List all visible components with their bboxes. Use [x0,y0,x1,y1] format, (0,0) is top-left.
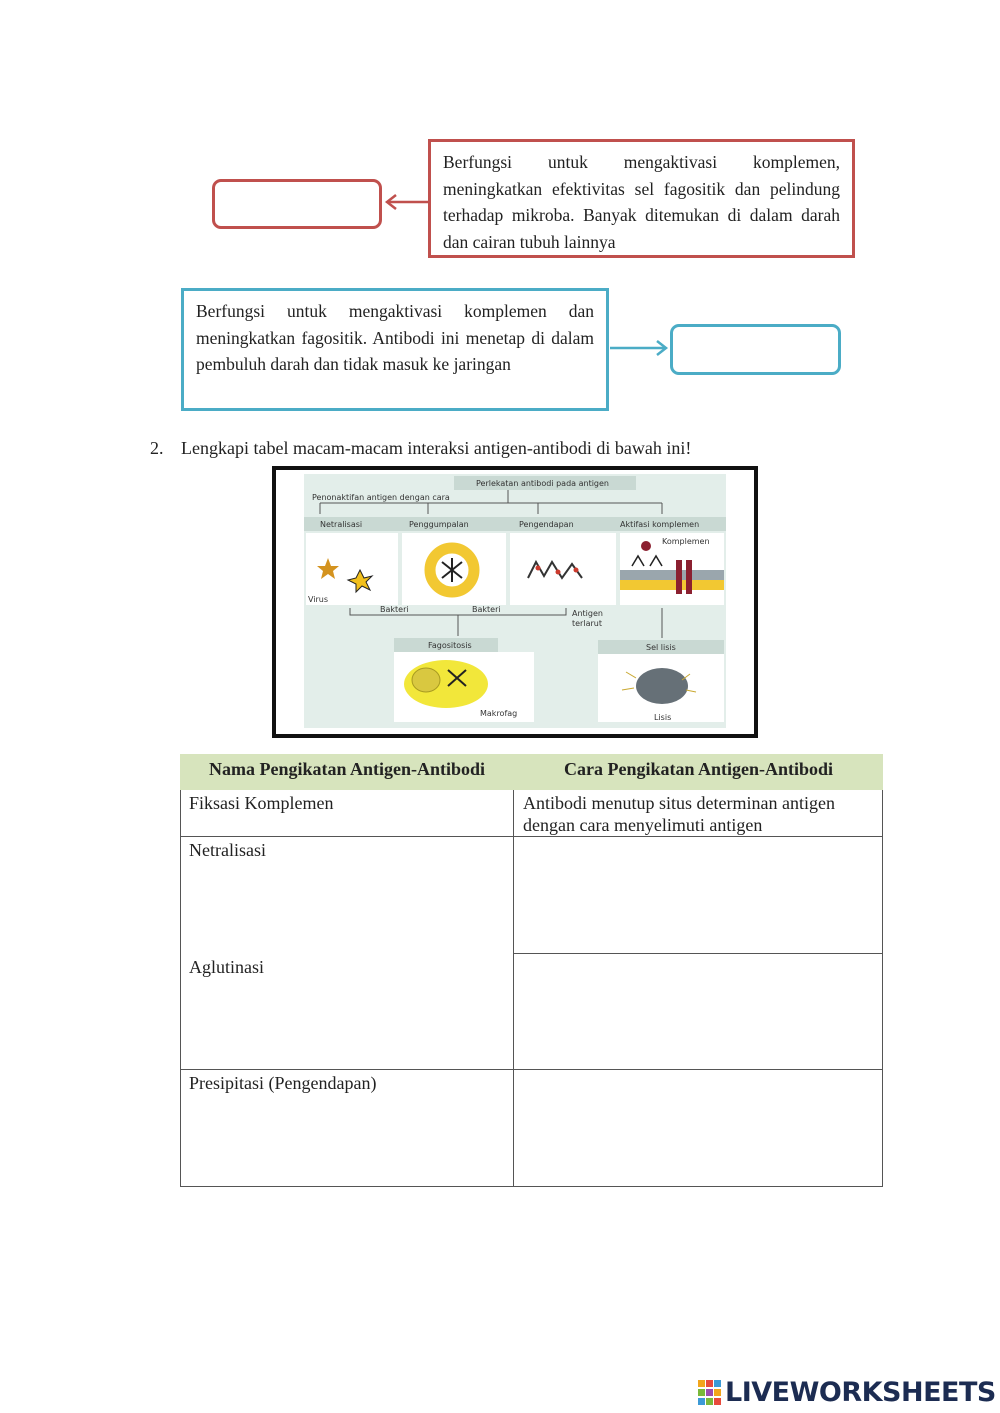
fig-label-makrofag: Makrofag [480,709,518,718]
antigen-antibody-figure [272,466,758,738]
answer-input-red[interactable] [212,179,382,229]
liveworksheets-logo [698,1376,996,1408]
row-1-method: Antibodi menutup situs determinan antigen dengan cara menyelimuti antigen [523,793,835,835]
question-2 [150,438,691,459]
liveworksheets-brand: LIVEWORKSHEETS [725,1377,996,1408]
table-header-name: Nama Pengikatan Antigen-Antibodi [180,754,514,790]
fig-label-bakteri-1: Bakteri [380,605,409,614]
fig-label-sel-lisis: Sel lisis [646,643,676,652]
description-red-text: Berfungsi untuk mengaktivasi komplemen, meningkatkan efektivitas sel fagositik dan pelindung terhadap mikroba. Banyak ditemukan di dalam darah dan cairan tubuh lainnya [443,152,840,252]
fig-stage-4: Aktifasi komplemen [620,520,700,529]
row-2-name: Netralisasi [189,840,266,860]
fig-label-lisis: Lisis [654,713,672,722]
fig-stage-3: Pengendapan [519,520,574,529]
table-header-method: Cara Pengikatan Antigen-Antibodi [514,754,883,790]
row-4-method-input[interactable] [514,1070,883,1186]
question-number: 2. [150,438,164,458]
fig-stage-1: Netralisasi [320,520,363,529]
fig-top-label: Perlekatan antibodi pada antigen [476,479,609,488]
answer-input-blue[interactable] [670,324,841,375]
liveworksheets-mark-icon [698,1380,722,1406]
fig-sub-label: Penonaktifan antigen dengan cara [312,493,450,502]
fig-label-virus: Virus [308,595,329,604]
fig-label-antigen: Antigen [572,609,603,618]
description-box-red [428,139,855,258]
description-box-blue [181,288,609,411]
fig-label-terlarut: terlarut [572,619,602,628]
fig-stage-2: Penggumpalan [409,520,469,529]
row-1-name: Fiksasi Komplemen [189,793,334,813]
fig-label-fagositosis: Fagositosis [428,641,472,650]
arrow-right-icon [609,338,671,358]
row-3-method-input[interactable] [514,954,883,1069]
question-text: Lengkapi tabel macam-macam interaksi antigen-antibodi di bawah ini! [181,438,692,458]
row-4-name: Presipitasi (Pengendapan) [189,1073,377,1093]
fig-label-komplemen: Komplemen [662,537,710,546]
fig-label-bakteri-2: Bakteri [472,605,501,614]
row-2-method-input[interactable] [514,837,883,953]
description-blue-text: Berfungsi untuk mengaktivasi komplemen dan meningkatkan fagositik. Antibodi ini menetap di dalam pembuluh darah dan tidak masuk ke jaringan [196,301,594,374]
arrow-left-icon [382,192,430,212]
row-3-name: Aglutinasi [189,957,264,977]
